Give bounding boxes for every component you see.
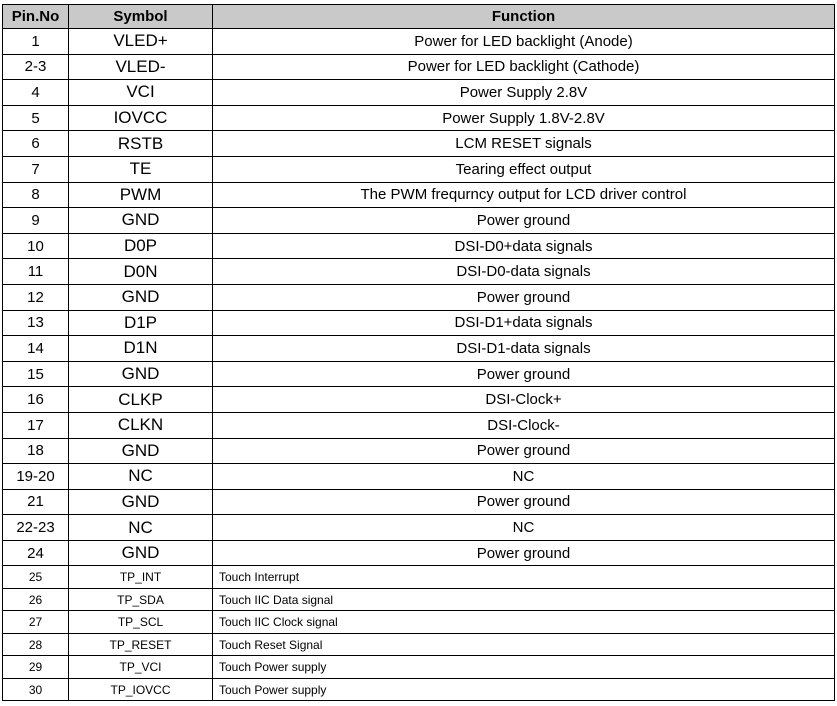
symbol-cell: TP_INT: [69, 566, 213, 589]
pin-number-cell: 15: [3, 361, 69, 387]
pin-number-cell: 30: [3, 678, 69, 701]
table-row: [3, 438, 835, 464]
header-pin-no: Pin.No: [3, 5, 69, 29]
symbol-cell: IOVCC: [69, 105, 213, 131]
function-cell: NC: [213, 464, 835, 490]
pin-number-cell: 16: [3, 387, 69, 413]
table-row: [3, 336, 835, 362]
pin-number-cell: 1: [3, 29, 69, 55]
symbol-cell: GND: [69, 361, 213, 387]
pin-number-cell: 21: [3, 489, 69, 515]
table-row: [3, 131, 835, 157]
function-cell: Power for LED backlight (Anode): [213, 29, 835, 55]
function-cell: Touch Reset Signal: [213, 633, 835, 656]
header-function: Function: [213, 5, 835, 29]
pin-number-cell: 7: [3, 156, 69, 182]
symbol-cell: RSTB: [69, 131, 213, 157]
pin-number-cell: 2-3: [3, 54, 69, 80]
symbol-cell: VLED+: [69, 29, 213, 55]
symbol-cell: CLKP: [69, 387, 213, 413]
symbol-cell: D0N: [69, 259, 213, 285]
symbol-cell: TP_RESET: [69, 633, 213, 656]
symbol-cell: GND: [69, 284, 213, 310]
pin-definition-table: [2, 4, 835, 701]
function-cell: Power ground: [213, 208, 835, 234]
function-cell: Touch IIC Data signal: [213, 588, 835, 611]
pin-number-cell: 19-20: [3, 464, 69, 490]
table-row: [3, 208, 835, 234]
symbol-cell: VCI: [69, 80, 213, 106]
pin-number-cell: 11: [3, 259, 69, 285]
symbol-cell: GND: [69, 489, 213, 515]
symbol-cell: TP_VCI: [69, 656, 213, 679]
pin-number-cell: 4: [3, 80, 69, 106]
function-cell: Power ground: [213, 489, 835, 515]
function-cell: Power for LED backlight (Cathode): [213, 54, 835, 80]
pin-number-cell: 29: [3, 656, 69, 679]
table-row: [3, 80, 835, 106]
table-row: [3, 310, 835, 336]
table-row: [3, 387, 835, 413]
table-row: [3, 566, 835, 589]
function-cell: Power ground: [213, 284, 835, 310]
symbol-cell: TP_SDA: [69, 588, 213, 611]
table-row: [3, 412, 835, 438]
table-row: [3, 656, 835, 679]
function-cell: Touch Interrupt: [213, 566, 835, 589]
pin-number-cell: 18: [3, 438, 69, 464]
pin-number-cell: 10: [3, 233, 69, 259]
table-row: [3, 633, 835, 656]
pin-number-cell: 6: [3, 131, 69, 157]
symbol-cell: GND: [69, 208, 213, 234]
table-row: [3, 489, 835, 515]
table-row: [3, 259, 835, 285]
table-row: [3, 105, 835, 131]
symbol-cell: D1P: [69, 310, 213, 336]
function-cell: Power ground: [213, 540, 835, 566]
function-cell: Tearing effect output: [213, 156, 835, 182]
table-row: [3, 233, 835, 259]
table-row: [3, 156, 835, 182]
pin-number-cell: 26: [3, 588, 69, 611]
pin-number-cell: 12: [3, 284, 69, 310]
function-cell: Touch Power supply: [213, 656, 835, 679]
function-cell: NC: [213, 515, 835, 541]
pin-number-cell: 8: [3, 182, 69, 208]
table-row: [3, 540, 835, 566]
table-row: [3, 588, 835, 611]
table-row: [3, 29, 835, 55]
pin-number-cell: 27: [3, 611, 69, 634]
symbol-cell: TP_SCL: [69, 611, 213, 634]
function-cell: LCM RESET signals: [213, 131, 835, 157]
function-cell: Power Supply 1.8V-2.8V: [213, 105, 835, 131]
symbol-cell: GND: [69, 438, 213, 464]
pin-number-cell: 14: [3, 336, 69, 362]
symbol-cell: CLKN: [69, 412, 213, 438]
table-row: [3, 678, 835, 701]
table-header-row: [3, 5, 835, 29]
table-body: [3, 29, 835, 701]
pin-number-cell: 24: [3, 540, 69, 566]
table-row: [3, 361, 835, 387]
function-cell: DSI-Clock-: [213, 412, 835, 438]
function-cell: DSI-D0-data signals: [213, 259, 835, 285]
function-cell: Touch IIC Clock signal: [213, 611, 835, 634]
symbol-cell: NC: [69, 464, 213, 490]
symbol-cell: TP_IOVCC: [69, 678, 213, 701]
table-row: [3, 464, 835, 490]
symbol-cell: D0P: [69, 233, 213, 259]
table-row: [3, 182, 835, 208]
pin-number-cell: 28: [3, 633, 69, 656]
function-cell: DSI-Clock+: [213, 387, 835, 413]
table-row: [3, 284, 835, 310]
symbol-cell: NC: [69, 515, 213, 541]
pin-number-cell: 5: [3, 105, 69, 131]
pin-number-cell: 17: [3, 412, 69, 438]
function-cell: DSI-D1-data signals: [213, 336, 835, 362]
symbol-cell: TE: [69, 156, 213, 182]
function-cell: DSI-D0+data signals: [213, 233, 835, 259]
symbol-cell: D1N: [69, 336, 213, 362]
function-cell: Power ground: [213, 438, 835, 464]
function-cell: Touch Power supply: [213, 678, 835, 701]
function-cell: DSI-D1+data signals: [213, 310, 835, 336]
pin-number-cell: 13: [3, 310, 69, 336]
symbol-cell: VLED-: [69, 54, 213, 80]
table-row: [3, 515, 835, 541]
table-row: [3, 611, 835, 634]
pin-number-cell: 22-23: [3, 515, 69, 541]
symbol-cell: GND: [69, 540, 213, 566]
header-symbol: Symbol: [69, 5, 213, 29]
function-cell: The PWM frequrncy output for LCD driver control: [213, 182, 835, 208]
pin-number-cell: 25: [3, 566, 69, 589]
symbol-cell: PWM: [69, 182, 213, 208]
table-row: [3, 54, 835, 80]
function-cell: Power ground: [213, 361, 835, 387]
pin-number-cell: 9: [3, 208, 69, 234]
function-cell: Power Supply 2.8V: [213, 80, 835, 106]
